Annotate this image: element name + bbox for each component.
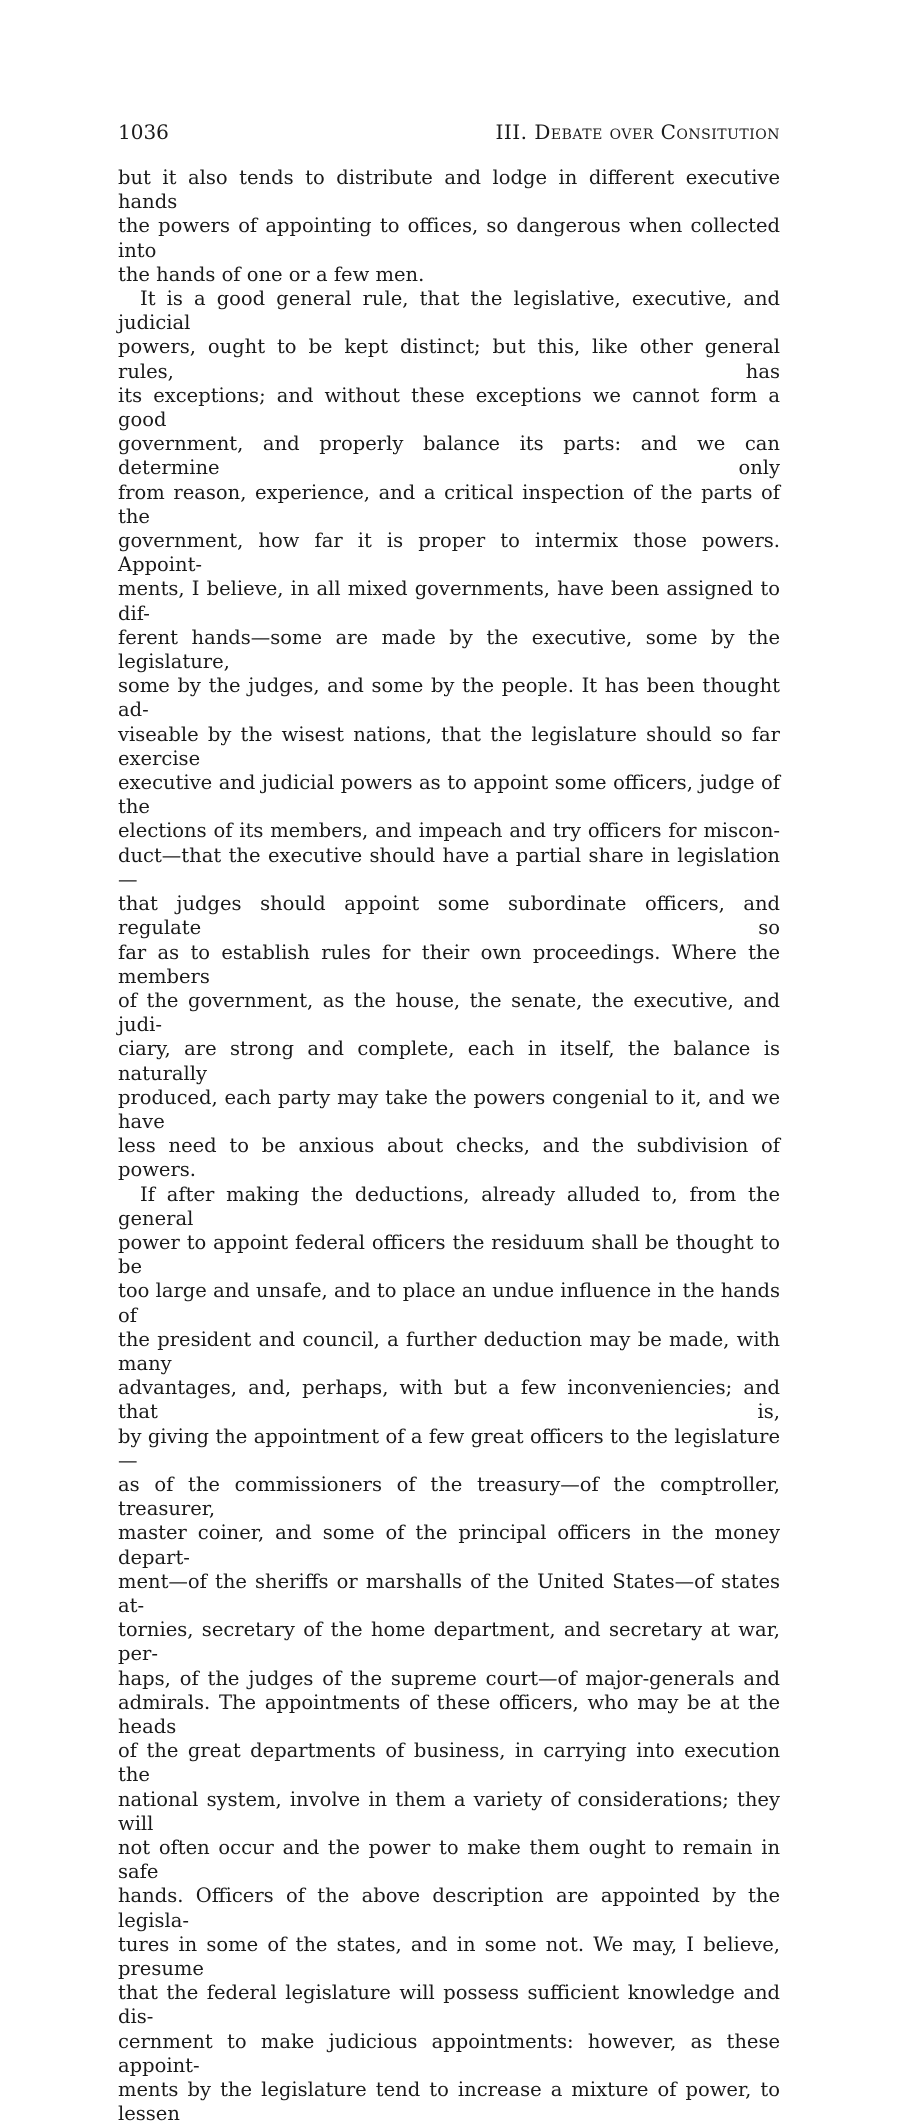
text-line: duct—that the executive should have a partial share in legislation— [118,843,780,891]
text-line: less need to be anxious about checks, and the subdivision of powers. [118,1134,780,1182]
text-line: some by the judges, and some by the people. It has been thought ad- [118,674,780,722]
text-line: ferent hands—some are made by the executive, some by the legislature, [118,625,780,674]
running-head [118,118,780,146]
text-line: power to appoint federal officers the residuum shall be thought to be [118,1230,780,1279]
text-line: of the government, as the house, the senate, the executive, and judi- [118,988,780,1037]
text-line: elections of its members, and impeach and try officers for miscon- [118,819,780,843]
text-line: master coiner, and some of the principal officers in the money depart- [118,1521,780,1569]
text-line: its exceptions; and without these exceptions we cannot form a good [118,383,780,432]
page [118,118,780,2126]
text-line: the president and council, a further deduction may be made, with many [118,1327,780,1375]
text-line: from reason, experience, and a critical inspection of the parts of the [118,480,780,528]
text-line: tornies, secretary of the home department, and secretary at war, per- [118,1618,780,1666]
text-line: ciary, are strong and complete, each in itself, the balance is naturally [118,1037,780,1085]
text-line: of the great departments of business, in carrying into execution the [118,1739,780,1787]
text-line: government, how far it is proper to intermix those powers. Appoint- [118,529,780,577]
text-line: viseable by the wisest nations, that the legislature should so far exercise [118,722,780,770]
text-line: national system, involve in them a variety of considerations; they will [118,1787,780,1835]
text-line: the powers of appointing to offices, so dangerous when collected into [118,214,780,262]
text-line: ments by the legislature tend to increase a mixture of power, to lessen [118,2078,780,2126]
text-line: hands. Officers of the above description are appointed by the legisla- [118,1884,780,1932]
text-line: tures in some of the states, and in some not. We may, I believe, presume [118,1932,780,1981]
text-line: but it also tends to distribute and lodge in different executive hands [118,166,780,214]
text-line: admirals. The appointments of these officers, who may be at the heads [118,1690,780,1738]
text-line: ments, I believe, in all mixed governments, have been assigned to dif- [118,577,780,625]
text-line: as of the commissioners of the treasury—of the comptroller, treasurer, [118,1472,780,1521]
page-number: 1036 [118,120,169,144]
text-line: powers, ought to be kept distinct; but this, like other general rules, has [118,335,780,383]
text-line: If after making the deductions, already alluded to, from the general [118,1182,780,1230]
text-line: too large and unsafe, and to place an undue influence in the hands of [118,1279,780,1327]
text-line: far as to establish rules for their own proceedings. Where the members [118,940,780,988]
body-text [118,166,780,2126]
text-line: by giving the appointment of a few great officers to the legislature— [118,1424,780,1472]
text-line: government, and properly balance its parts: and we can determine only [118,432,780,480]
text-line: cernment to make judicious appointments: however, as these appoint- [118,2029,780,2077]
text-line: that judges should appoint some subordinate officers, and regulate so [118,892,780,940]
text-line: executive and judicial powers as to appoint some officers, judge of the [118,771,780,819]
text-line: ment—of the sheriffs or marshalls of the United States—of states at- [118,1569,780,1617]
text-line: the hands of one or a few men. [118,262,425,286]
text-line: haps, of the judges of the supreme court—of major-generals and [118,1666,780,1690]
running-title: III. Debate over Consitution [495,120,780,144]
text-line: It is a good general rule, that the legislative, executive, and judicial [118,287,780,335]
text-line: not often occur and the power to make them ought to remain in safe [118,1836,780,1884]
text-line: that the federal legislature will possess sufficient knowledge and dis- [118,1981,780,2029]
text-line: advantages, and, perhaps, with but a few inconveniencies; and that is, [118,1376,780,1424]
text-line: produced, each party may take the powers congenial to it, and we have [118,1085,780,1133]
